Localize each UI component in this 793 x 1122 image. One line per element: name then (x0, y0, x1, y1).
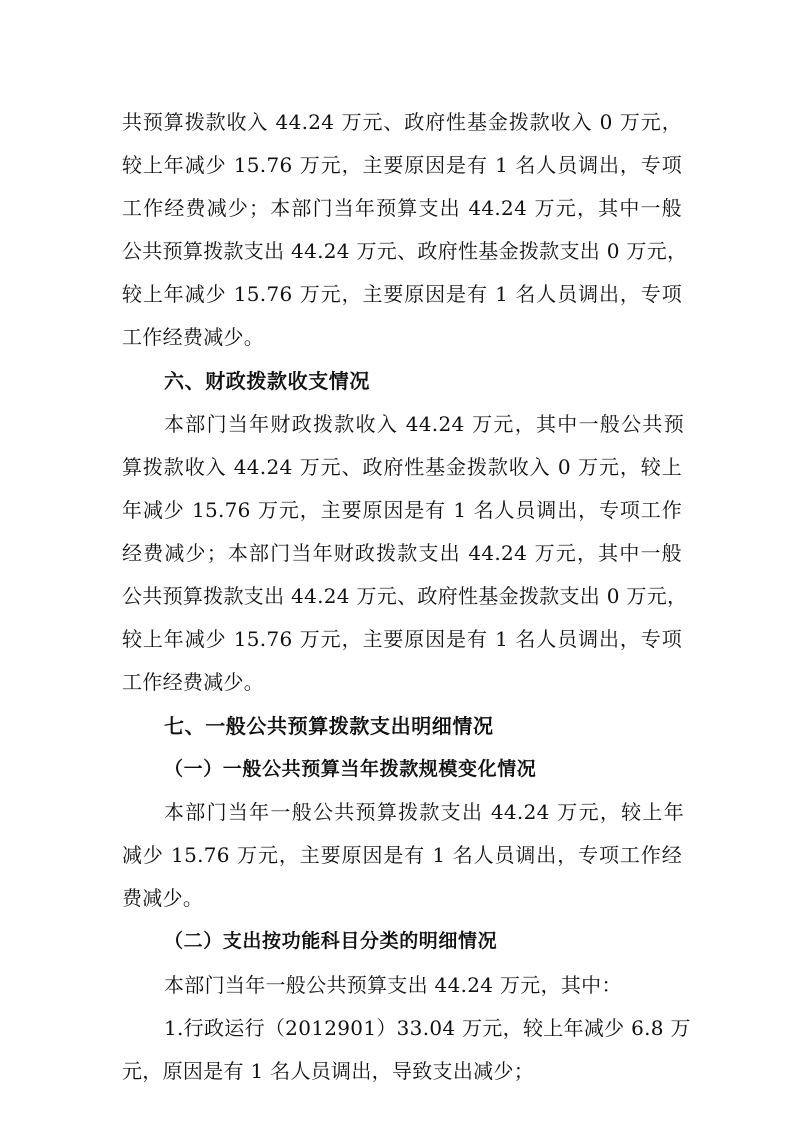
paragraph-line: 减少 15.76 万元，主要原因是有 1 名人员调出，专项工作经 (122, 843, 682, 867)
paragraph-line: 较上年减少 15.76 万元，主要原因是有 1 名人员调出，专项 (122, 627, 682, 651)
paragraph-line: 工作经费减少；本部门当年预算支出 44.24 万元，其中一般 (122, 196, 682, 220)
subsection-heading-2: （二）支出按功能科目分类的明细情况 (164, 930, 498, 952)
paragraph-line: 本部门当年财政拨款收入 44.24 万元，其中一般公共预 (164, 412, 684, 436)
paragraph-line: 公共预算拨款支出 44.24 万元、政府性基金拨款支出 0 万元， (122, 239, 688, 263)
paragraph-line: 公共预算拨款支出 44.24 万元、政府性基金拨款支出 0 万元， (122, 584, 688, 608)
paragraph-line: 较上年减少 15.76 万元，主要原因是有 1 名人员调出，专项 (122, 153, 682, 177)
paragraph-line: 经费减少；本部门当年财政拨款支出 44.24 万元，其中一般 (122, 541, 682, 565)
paragraph-line: 共预算拨款收入 44.24 万元、政府性基金拨款收入 0 万元， (122, 110, 682, 134)
section-heading-6: 六、财政拨款收支情况 (164, 369, 370, 393)
paragraph-line: 元，原因是有 1 名人员调出，导致支出减少； (122, 1059, 535, 1083)
paragraph-line: 本部门当年一般公共预算支出 44.24 万元，其中： (164, 973, 622, 997)
paragraph-line: 本部门当年一般公共预算拨款支出 44.24 万元，较上年 (164, 800, 684, 824)
subsection-heading-1: （一）一般公共预算当年拨款规模变化情况 (164, 758, 537, 780)
paragraph-line: 工作经费减少。 (122, 670, 265, 694)
paragraph-line: 算拨款收入 44.24 万元、政府性基金拨款收入 0 万元，较上 (122, 455, 682, 479)
paragraph-line: 费减少。 (122, 886, 204, 910)
paragraph-line: 年减少 15.76 万元，主要原因是有 1 名人员调出，专项工作 (122, 498, 682, 522)
paragraph-line: 1.行政运行（2012901）33.04 万元，较上年减少 6.8 万 (164, 1016, 691, 1040)
section-heading-7: 七、一般公共预算拨款支出明细情况 (164, 714, 494, 738)
paragraph-line: 工作经费减少。 (122, 325, 265, 349)
paragraph-line: 较上年减少 15.76 万元，主要原因是有 1 名人员调出，专项 (122, 282, 682, 306)
